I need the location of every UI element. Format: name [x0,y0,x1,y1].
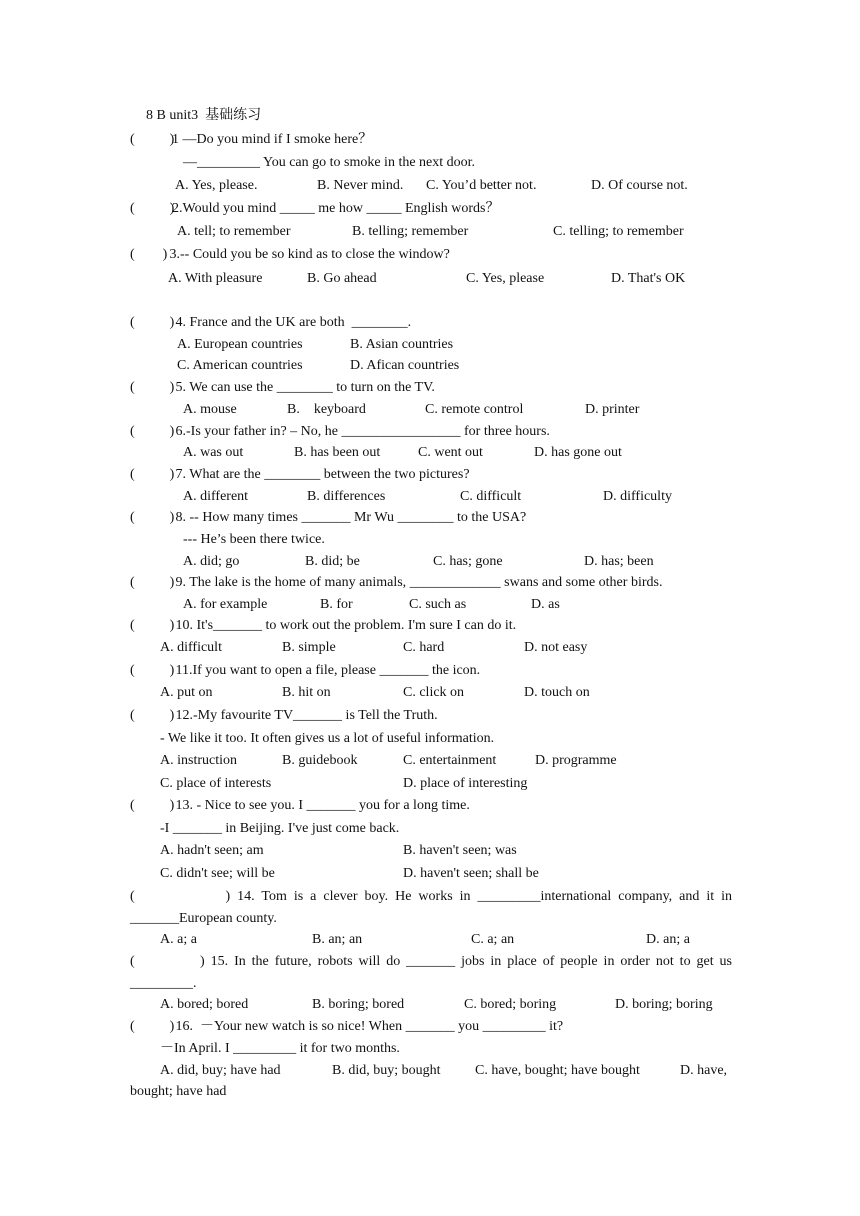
question-16-stem: 16. －Your new watch is so nice! When _______ you _________ it? [172,1019,564,1034]
option-c: C. bored; boring [464,997,557,1012]
answer-paren: ( ) [130,954,205,969]
option-d: D. difficulty [603,489,672,504]
answer-paren: ( ) [130,510,175,525]
option-b: B. telling; remember [352,224,469,239]
option-c: C. hard [403,640,445,655]
question-13-reply: -I _______ in Beijing. I've just come back. [160,821,400,836]
option-a: A. difficult [160,640,222,655]
option-a: A. did; go [183,554,240,569]
option-d: D. has; been [584,554,654,569]
answer-paren: ( ) [130,467,175,482]
answer-paren: ( ) [130,201,175,216]
answer-paren: ( ) [130,618,175,633]
option-c: C. such as [409,597,467,612]
option-c: C. have, bought; have bought [475,1063,640,1078]
option-d: D. touch on [524,685,590,700]
option-c: C. click on [403,685,465,700]
question-13-stem: 13. - Nice to see you. I _______ you for a long time. [172,798,470,813]
option-c: C. telling; to remember [553,224,684,239]
answer-paren: ( ) [130,380,175,395]
option-c: C. has; gone [433,554,503,569]
option-a: A. was out [183,445,244,460]
option-b: B. hit on [282,685,331,700]
option-b: B. simple [282,640,336,655]
question-1-stem: 1 —Do you mind if I smoke here？ [172,132,373,147]
option-b: B. Asian countries [350,337,454,352]
option-d: D. boring; boring [615,997,713,1012]
question-7-stem: 7. What are the ________ between the two pictures? [172,467,470,482]
question-5-stem: 5. We can use the ________ to turn on the TV. [172,380,435,395]
question-15-continuation: _________. [130,976,197,991]
option-c: C. Yes, please [466,271,545,286]
option-c: C. a; an [471,932,515,947]
option-a: A. put on [160,685,213,700]
question-11-stem: 11.If you want to open a file, please _______ the icon. [172,663,481,678]
option-b: B. differences [307,489,386,504]
question-15-stem: 15. In the future, robots will do _______ jobs in place of people in order not to get us [210,954,733,969]
option-a: A. a; a [160,932,197,947]
option-d: D. has gone out [534,445,622,460]
option-d: D. printer [585,402,640,417]
answer-paren: ( ) [130,708,175,723]
option-b: B. has been out [294,445,381,460]
option-c: C. went out [418,445,483,460]
option-d: D. programme [535,753,617,768]
question-14-line [130,889,732,905]
option-c: C. American countries [177,358,303,373]
option-d: D. That's OK [611,271,686,286]
question-3-stem: 3.-- Could you be so kind as to close the window? [166,247,450,262]
option-d: D. as [531,597,560,612]
option-d: D. haven't seen; shall be [403,866,539,881]
option-d-alt: D. place of interesting [403,776,528,791]
option-b: B. boring; bored [312,997,405,1012]
question-2-stem: 2.Would you mind _____ me how _____ English words？ [172,201,500,216]
answer-paren: ( ) [130,247,168,262]
question-14-stem: 14. Tom is a clever boy. He works in _________international company, and it in [237,889,733,904]
option-a: A. European countries [177,337,303,352]
option-d: D. Of course not. [591,178,688,193]
option-c: C. You’d better not. [426,178,537,193]
question-10-stem: 10. It's_______ to work out the problem. I'm sure I can do it. [172,618,517,633]
option-a: A. hadn't seen; am [160,843,264,858]
question-12-reply: - We like it too. It often gives us a lot of useful information. [160,731,495,746]
option-b: B. did, buy; bought [332,1063,441,1078]
option-b: B. an; an [312,932,363,947]
option-a: A. mouse [183,402,237,417]
answer-paren: ( ) [130,1019,175,1034]
option-b: B. did; be [305,554,360,569]
option-b: B. keyboard [287,402,366,417]
question-9-stem: 9. The lake is the home of many animals, _____________ swans and some other birds. [172,575,663,590]
option-d: D. not easy [524,640,588,655]
option-c: C. entertainment [403,753,497,768]
page-title: 8 B unit3 基础练习 [146,108,262,123]
question-6-stem: 6.-Is your father in? – No, he _________________ for three hours. [172,424,550,439]
option-a: A. With pleasure [168,271,263,286]
option-c-alt: C. place of interests [160,776,272,791]
option-c: C. didn't see; will be [160,866,275,881]
option-a: A. instruction [160,753,237,768]
option-c: C. remote control [425,402,524,417]
question-16-reply: －In April. I _________ it for two months. [160,1041,400,1056]
option-c: C. difficult [460,489,522,504]
option-b: B. for [320,597,353,612]
question-15-line [130,954,732,970]
option-a: A. tell; to remember [177,224,291,239]
option-a: A. bored; bored [160,997,249,1012]
option-d: D. an; a [646,932,690,947]
answer-paren: ( ) [130,424,175,439]
question-4-stem: 4. France and the UK are both ________. [172,315,412,330]
option-a: A. did, buy; have had [160,1063,281,1078]
question-12-stem: 12.-My favourite TV_______ is Tell the Truth. [172,708,438,723]
question-8-stem: 8. -- How many times _______ Mr Wu ________ to the USA? [172,510,527,525]
answer-paren: ( ) [130,575,175,590]
question-1-reply: —_________ You can go to smoke in the next door. [183,155,476,170]
answer-paren: ( ) [130,132,175,147]
question-8-reply: --- He’s been there twice. [183,532,325,547]
answer-paren: ( ) [130,663,175,678]
answer-paren: ( ) [130,798,175,813]
option-a: A. Yes, please. [175,178,258,193]
option-d: D. have, [680,1063,728,1078]
option-d-continuation: bought; have had [130,1084,227,1099]
option-d: D. Afican countries [350,358,460,373]
option-b: B. Never mind. [317,178,404,193]
question-14-continuation: _______European county. [130,911,277,926]
answer-paren: ( ) [130,315,175,330]
option-b: B. Go ahead [307,271,377,286]
option-b: B. guidebook [282,753,358,768]
answer-paren: ( ) [130,889,231,904]
option-a: A. for example [183,597,268,612]
option-b: B. haven't seen; was [403,843,517,858]
option-a: A. different [183,489,249,504]
